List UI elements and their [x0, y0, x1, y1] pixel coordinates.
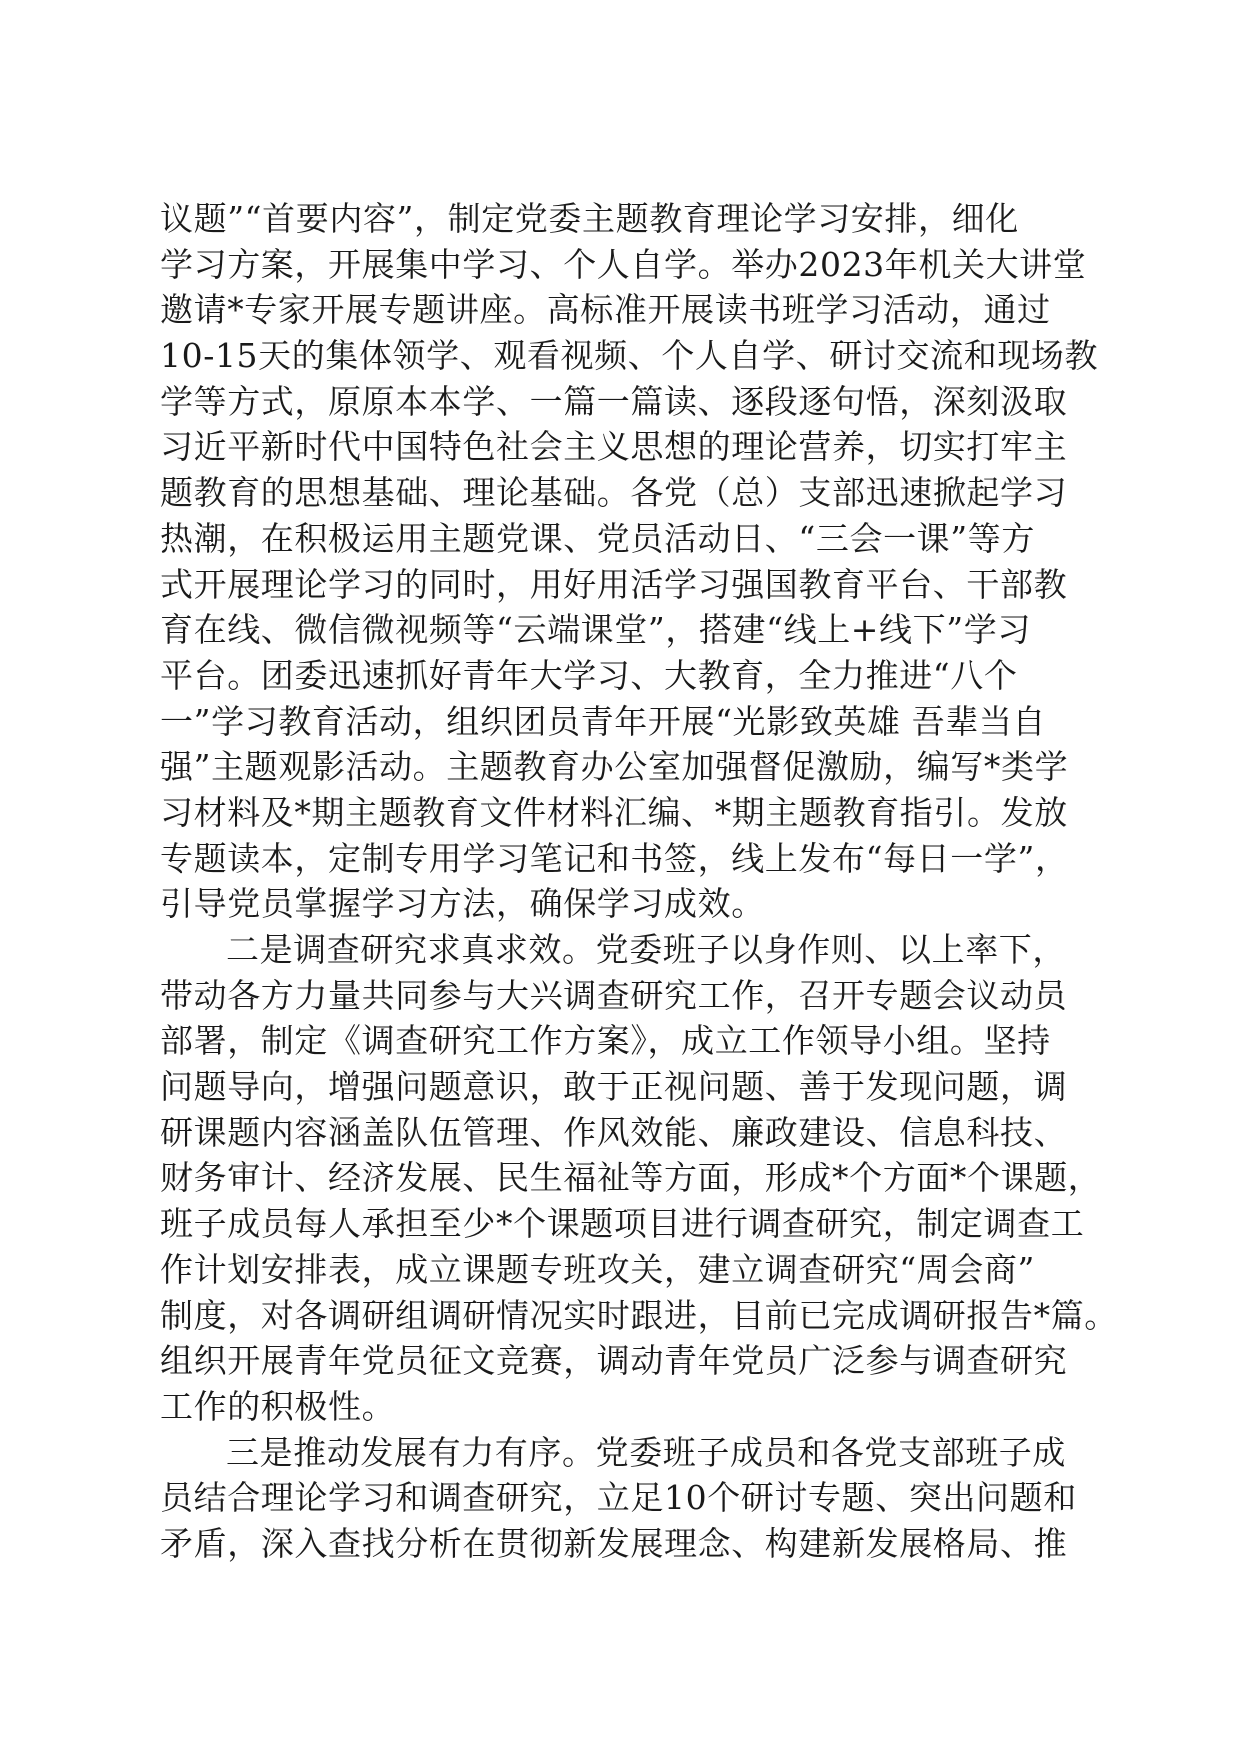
text-line: 研课题内容涵盖队伍管理、作风效能、廉政建设、信息科技、: [160, 1112, 1068, 1152]
text-line: 10-15天的集体领学、观看视频、个人自学、研讨交流和现场教: [160, 336, 1099, 376]
text-line: 财务审计、经济发展、民生福祉等方面，形成*个方面*个课题，: [160, 1158, 1102, 1198]
text-line: 三是推动发展有力有序。党委班子成员和各党支部班子成: [226, 1432, 1066, 1472]
text-line: 矛盾，深入查找分析在贯彻新发展理念、构建新发展格局、推: [160, 1523, 1068, 1563]
text-line: 邀请*专家开展专题讲座。高标准开展读书班学习活动，通过: [160, 290, 1051, 330]
text-line: 育在线、微信微视频等“云端课堂”，搭建“线上+线下”学习: [160, 610, 1031, 650]
text-line: 热潮，在积极运用主题党课、党员活动日、“三会一课”等方: [160, 518, 1035, 558]
text-line: 二是调查研究求真求效。党委班子以身作则、以上率下，: [226, 930, 1066, 969]
text-line: 作计划安排表，成立课题专班攻关，建立调查研究“周会商”: [160, 1249, 1035, 1289]
text-line: 学等方式，原原本本学、一篇一篇读、逐段逐句悟，深刻汲取: [160, 381, 1068, 421]
text-line: 工作的积极性。: [160, 1386, 396, 1426]
text-line: 带动各方力量共同参与大兴调查研究工作，召开专题会议动员: [160, 975, 1068, 1015]
text-line: 一”学习教育活动，组织团员青年开展“光影致英雄 吾辈当自: [160, 701, 1047, 741]
body-text: [160, 196, 1118, 1567]
text-line: 班子成员每人承担至少*个课题项目进行调查研究，制定调查工: [160, 1204, 1085, 1244]
text-line: 制度，对各调研组调研情况实时跟进，目前已完成调研报告*篇。: [160, 1295, 1118, 1335]
text-line: 组织开展青年党员征文竞赛，调动青年党员广泛参与调查研究: [160, 1341, 1068, 1381]
text-line: 问题导向，增强问题意识，敢于正视问题、善于发现问题，调: [160, 1067, 1068, 1107]
text-line: 议题”“首要内容”，制定党委主题教育理论学习安排，细化: [160, 199, 1019, 238]
text-line: 式开展理论学习的同时，用好用活学习强国教育平台、干部教: [160, 564, 1068, 604]
text-line: 习材料及*期主题教育文件材料汇编、*期主题教育指引。发放: [160, 792, 1068, 832]
text-line: 平台。团委迅速抓好青年大学习、大教育，全力推进“八个: [160, 655, 1018, 695]
text-line: 习近平新时代中国特色社会主义思想的理论营养，切实打牢主: [160, 427, 1068, 467]
text-line: 学习方案，开展集中学习、个人自学。举办2023年机关大讲堂: [160, 244, 1087, 284]
text-line: 引导党员掌握学习方法，确保学习成效。: [160, 884, 765, 924]
text-line: 题教育的思想基础、理论基础。各党（总）支部迅速掀起学习: [160, 473, 1068, 513]
text-line: 员结合理论学习和调查研究，立足10个研讨专题、突出问题和: [160, 1478, 1077, 1518]
text-line: 专题读本，定制专用学习笔记和书签，线上发布“每日一学”，: [160, 838, 1069, 878]
text-line: 部署，制定《调查研究工作方案》，成立工作领导小组。坚持: [160, 1021, 1051, 1061]
text-line: 强”主题观影活动。主题教育办公室加强督促激励，编写*类学: [160, 747, 1069, 787]
